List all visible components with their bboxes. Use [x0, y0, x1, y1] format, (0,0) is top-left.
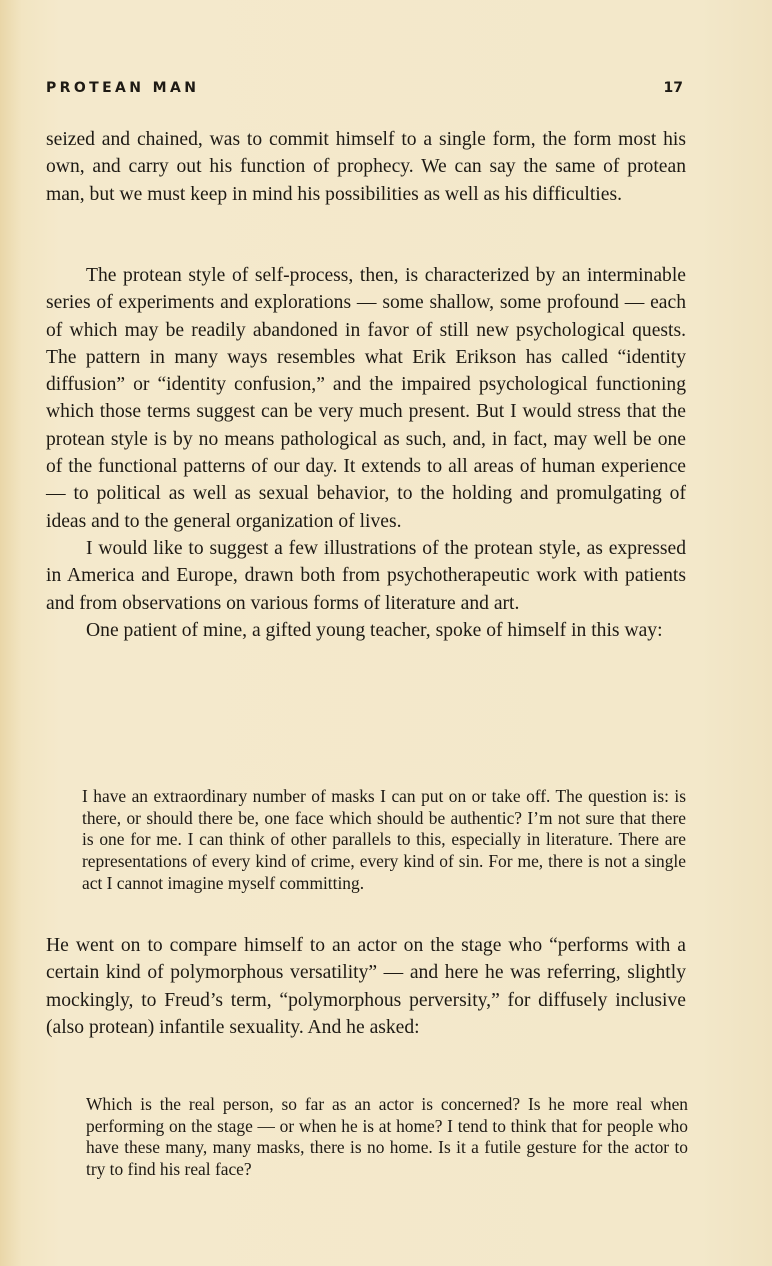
paragraph-continuation: seized and chained, was to commit himself to a single form, the form most his own, and carry out his function of prophecy. We can say the same of protean man, but we must keep in mind his possibilities as well as his difficulties.	[46, 129, 686, 205]
paragraph-protean-style: The protean style of self-process, then, is characterized by an interminable series of experiments and explorations — some shallow, some profound — each of which may be readily abandoned in favor of still new psychological quests. The pattern in many ways resembles what Erik Erikson has called “identity diffusion” or “identity confusion,” and the impaired psychological functioning which those terms suggest can be very much present. But I would stress that the protean style is by no means pathological as such, and, in fact, may well be one of the functional patterns of our day. It extends to all areas of human experience — to political as well as sexual behavior, to the holding and promulgating of ideas and to the general organization of lives.	[46, 265, 686, 532]
page-number: 17	[663, 80, 683, 96]
main-paragraph-block	[46, 262, 686, 644]
running-head	[46, 80, 683, 96]
paragraph-actor: He went on to compare himself to an actor on the stage who “performs with a certain kind of polymorphous versatility” — and here he was referring, slightly mockingly, to Freud’s term, “polymorphous perversity,” for diffusely inclusive (also protean) infantile sexuality. And he asked:	[46, 935, 686, 1038]
paragraph-patient-intro: One patient of mine, a gifted young teacher, spoke of himself in this way:	[86, 619, 663, 641]
block-quote-masks: I have an extraordinary number of masks I can put on or take off. The question is: is there, or should there be, one face which should be authentic? I’m not sure that there is one for me. I can think of other parallels to this, especially in literature. There are representations of every kind of crime, every kind of sin. For me, there is not a single act I cannot imagine myself committing.	[82, 786, 686, 893]
running-title: PROTEAN MAN	[46, 80, 200, 96]
actor-paragraph-block	[46, 932, 686, 1041]
opening-paragraph-block	[46, 126, 686, 208]
paragraph-illustrations: I would like to suggest a few illustrations of the protean style, as expressed in America and Europe, drawn both from psychotherapeutic work with patients and from observations on various forms of literature and art.	[46, 537, 686, 614]
block-quote-real-person: Which is the real person, so far as an actor is concerned? Is he more real when performing on the stage — or when he is at home? I tend to think that for people who have these many, many masks, there is no home. Is it a futile gesture for the actor to try to find his real face?	[86, 1094, 688, 1180]
